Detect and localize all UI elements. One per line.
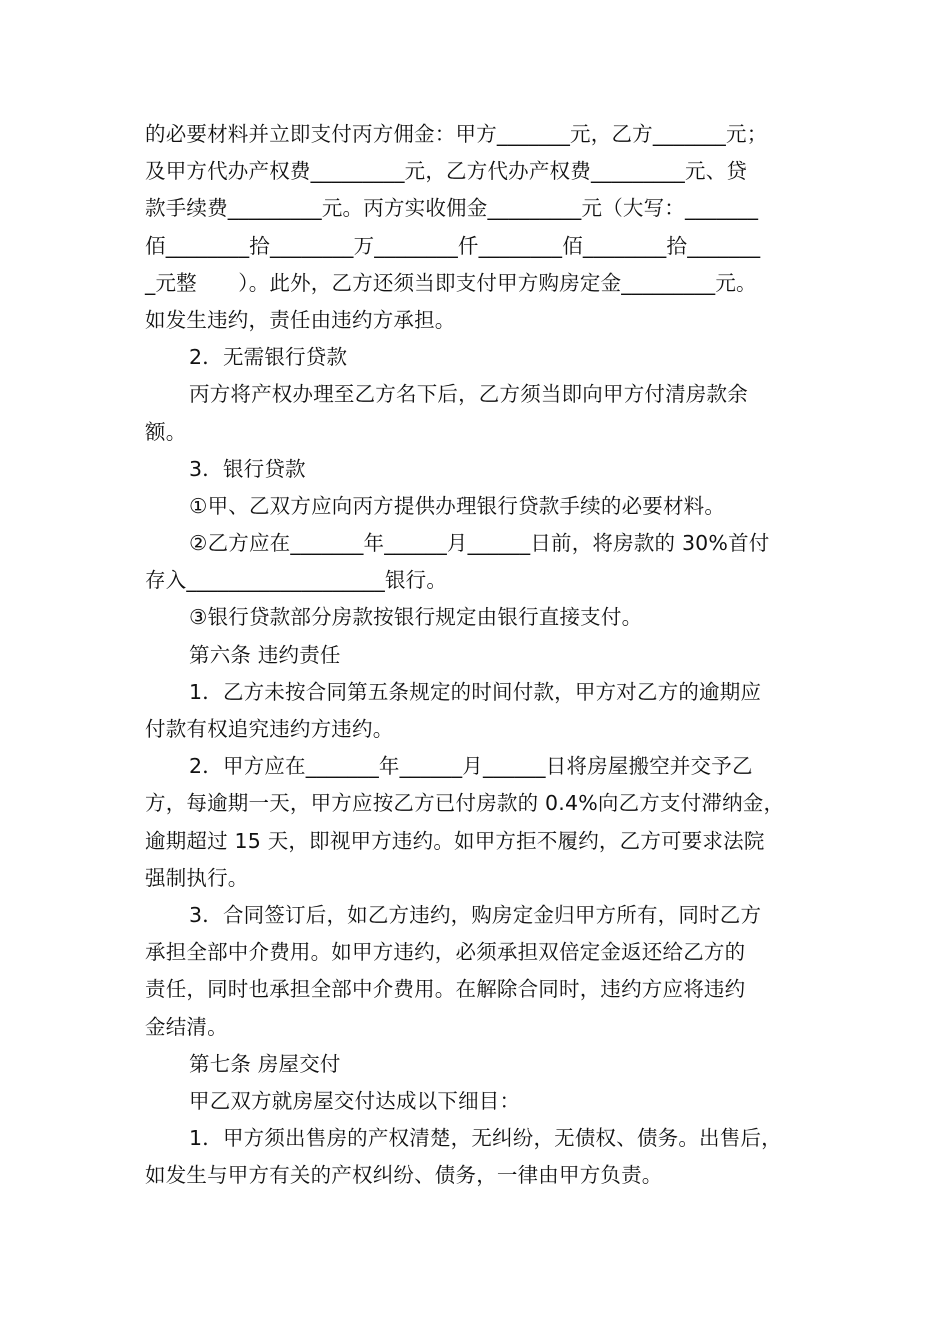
document-page — [145, 116, 827, 1194]
text-line: 逾期超过 15 天，即视甲方违约。如甲方拒不履约，乙方可要求法院 — [145, 828, 765, 853]
clause-heading: 3．银行贷款 — [189, 456, 306, 481]
text-line: 如发生与甲方有关的产权纠纷、债务，一律由甲方负责。 — [145, 1163, 663, 1188]
text-line: 存入___________________银行。 — [145, 568, 448, 593]
clause-heading: 2．无需银行贷款 — [189, 345, 348, 370]
text-line: ①甲、乙双方应向丙方提供办理银行贷款手续的必要材料。 — [189, 493, 726, 518]
text-line: 款手续费_________元。丙方实收佣金_________元（大写：_______ — [145, 196, 759, 221]
text-line: 佰________拾________万________仟________佰________拾_______ — [145, 233, 761, 258]
text-line: 及甲方代办产权费_________元，乙方代办产权费_________元、贷 — [145, 159, 748, 184]
text-line: 额。 — [145, 419, 187, 444]
text-line: _元整 ）。此外，乙方还须当即支付甲方购房定金_________元。 — [145, 270, 757, 295]
text-line: 如发生违约，责任由违约方承担。 — [145, 307, 456, 332]
text-line: 甲乙双方就房屋交付达成以下细目： — [189, 1088, 521, 1113]
article-heading: 第六条 违约责任 — [189, 642, 341, 667]
text-line: 的必要材料并立即支付丙方佣金：甲方_______元，乙方_______元； — [145, 122, 768, 146]
text-line: 付款有权追究违约方违约。 — [145, 717, 394, 741]
text-line: 3．合同签订后，如乙方违约，购房定金归甲方所有，同时乙方 — [189, 902, 762, 927]
text-line: ②乙方应在_______年______月______日前，将房款的 30%首付 — [189, 531, 770, 556]
text-line: 承担全部中介费用。如甲方违约，必须承担双倍定金返还给乙方的 — [145, 940, 746, 965]
text-line: 2．甲方应在_______年______月______日将房屋搬空并交予乙 — [189, 754, 753, 779]
text-line: 金结清。 — [145, 1014, 228, 1039]
text-line: 丙方将产权办理至乙方名下后，乙方须当即向甲方付清房款余 — [189, 382, 748, 407]
text-line: 1．甲方须出售房的产权清楚，无纠纷，无债权、债务。出售后， — [189, 1126, 782, 1151]
text-line: 方，每逾期一天，甲方应按乙方已付房款的 0.4%向乙方支付滞纳金， — [145, 791, 785, 816]
text-line: 责任，同时也承担全部中介费用。在解除合同时，违约方应将违约 — [145, 977, 746, 1002]
text-line: 1．乙方未按合同第五条规定的时间付款，甲方对乙方的逾期应 — [189, 679, 762, 704]
text-line: ③银行贷款部分房款按银行规定由银行直接支付。 — [189, 605, 643, 630]
article-heading: 第七条 房屋交付 — [189, 1051, 341, 1076]
text-line: 强制执行。 — [145, 865, 249, 890]
